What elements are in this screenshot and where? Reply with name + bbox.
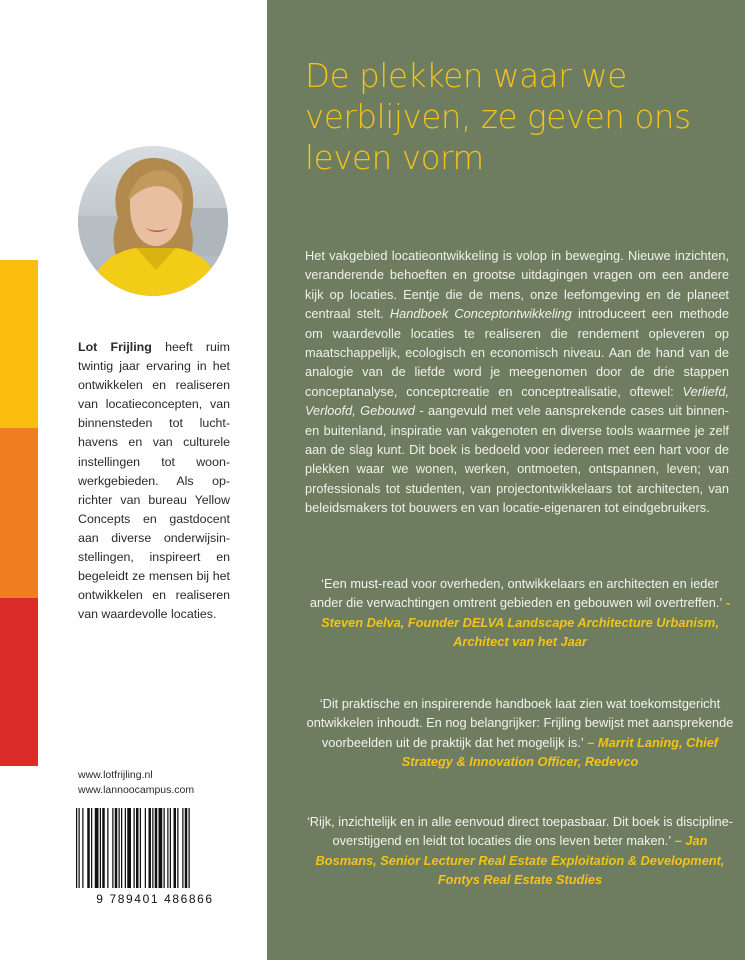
yellow-color-stripe — [0, 260, 38, 428]
barcode-bar — [174, 808, 177, 888]
barcode-bar — [140, 808, 141, 888]
quote-attribution: – Jan Bosmans, Senior Lecturer Real Estate Exploitation & Development, Fontys Real Estate Studies — [315, 833, 725, 887]
barcode-bar — [95, 808, 99, 888]
barcode-bar — [152, 808, 153, 888]
barcode-bar — [76, 808, 77, 888]
website-links — [78, 768, 194, 797]
barcode-bar — [112, 808, 113, 888]
author-portrait-photo — [78, 146, 228, 296]
barcode-bar — [79, 808, 80, 888]
orange-color-stripe — [0, 428, 38, 598]
quote-attribution: – Marrit Laning, Chief Strategy & Innovation Officer, Redevco — [401, 734, 719, 769]
website-link-publisher[interactable]: www.lannoocampus.com — [78, 783, 195, 796]
barcode-bar — [82, 808, 83, 888]
quote-attribution: - Steven Delva, Founder DELVA Landscape Architecture Urbanism, Architect van het Jaar — [321, 595, 731, 649]
barcode-bar — [102, 808, 105, 888]
barcode-bar — [164, 808, 165, 888]
book-description — [305, 246, 729, 518]
barcode-bar — [115, 808, 118, 888]
author-portrait-icon — [78, 146, 228, 296]
description-part-3: - aangevuld met vele aansprekende cases uit binnen-en buitenland, inspiratie van vakgenoten en diverse tools waarmee je zelf aan de slag kunt. Dit boek is bedoeld voor iedereen met een hart voor de plekken waar we wonen, werken, ontmoeten, ontspannen, leven; van professionals tot studenten, van projectontwikkelaars tot architecten, van beleidsmakers tot bouwers en van locatie-eigenaren tot eindgebruikers. — [305, 403, 729, 516]
left-column — [0, 0, 267, 960]
author-bio — [78, 338, 230, 624]
quote-text: ‘Rijk, inzichtelijk en in alle eenvoud direct toepasbaar. Dit boek is discipline-overstijgend en leidt tot locaties die ons leven beter maken.’ — [306, 814, 734, 849]
barcode-bar — [155, 808, 158, 888]
barcode-bar — [119, 808, 120, 888]
barcode-bar — [127, 808, 131, 888]
review-quote — [305, 574, 735, 651]
barcode-bar — [121, 808, 122, 888]
barcode-bar — [170, 808, 171, 888]
description-part-2: introduceert een methode om waardevolle locaties te realiseren die rendement opleveren op maatschappelijk, ecologisch en economisch niveau. Aan de hand van de analogie van de liefde word je meegenomen door de drie stappen conceptanalyse, conceptcreatie en conceptrealisatie, oftewel: — [305, 306, 729, 399]
quote-text: ‘Dit praktische en inspirerende handboek laat zien wat toekomstgericht ontwikkelen inhoudt. En nog belangrijker: Frijling bewijst met aansprekende voorbeelden uit de praktijk dat het mogelijk is.’ — [306, 696, 734, 750]
barcode-bar — [107, 808, 108, 888]
description-part-1: Het vakgebied locatieontwikkeling is volop in beweging. Nieuwe inzichten, veranderende behoeften en grootse uitdagingen vragen om een andere kijk op locaties. Eentje die de mens, onze leefomgeving en de planeet centraal stelt. — [305, 248, 729, 322]
barcode-bar — [100, 808, 101, 888]
review-quote — [305, 694, 735, 771]
barcode-bar — [185, 808, 188, 888]
barcode-bar — [91, 808, 92, 888]
barcode-bar — [145, 808, 146, 888]
website-link-author[interactable]: www.lotfrijling.nl — [78, 769, 153, 781]
barcode-bar — [167, 808, 168, 888]
barcode-bar — [159, 808, 163, 888]
barcode-bar — [182, 808, 183, 888]
red-color-stripe — [0, 598, 38, 766]
review-quote — [305, 812, 735, 889]
author-bio-text: heeft ruim twintig jaar ervaring in het ontwikkelen en realiseren van locatieconcepten, van binnensteden tot luchthavens en van culturele instellingen tot woonwerkgebieden. Als oprichter van bureau Yellow Concepts en gastdocent aan diverse onderwijsinstellingen, inspireert en begeleidt ze mensen bij het ontwikkelen en realiseren van waardevolle locaties. — [78, 340, 230, 622]
barcode-bar — [189, 808, 190, 888]
barcode-bar — [125, 808, 126, 888]
headline: De plekken waar we verblijven, ze geven ons leven vorm — [305, 57, 691, 177]
barcode-bar — [136, 808, 139, 888]
description-steps: Verliefd, Verloofd, Gebouwd — [305, 383, 729, 419]
quote-text: ‘Een must-read voor overheden, ontwikkelaars en architecten en ieder ander die verwachtingen omtrent gebieden en gebouwen wil overtreffen.’ — [309, 576, 723, 611]
barcode-bar — [177, 808, 178, 888]
barcode-bar — [134, 808, 135, 888]
isbn-number: 9 789401 486866 — [96, 892, 214, 906]
back-cover-panel — [267, 0, 745, 960]
barcode-bar — [149, 808, 152, 888]
author-name: Lot Frijling — [78, 340, 152, 354]
description-book-title: Handboek Conceptontwikkeling — [389, 306, 572, 322]
barcode-bar — [87, 808, 90, 888]
barcode-icon — [70, 808, 240, 890]
